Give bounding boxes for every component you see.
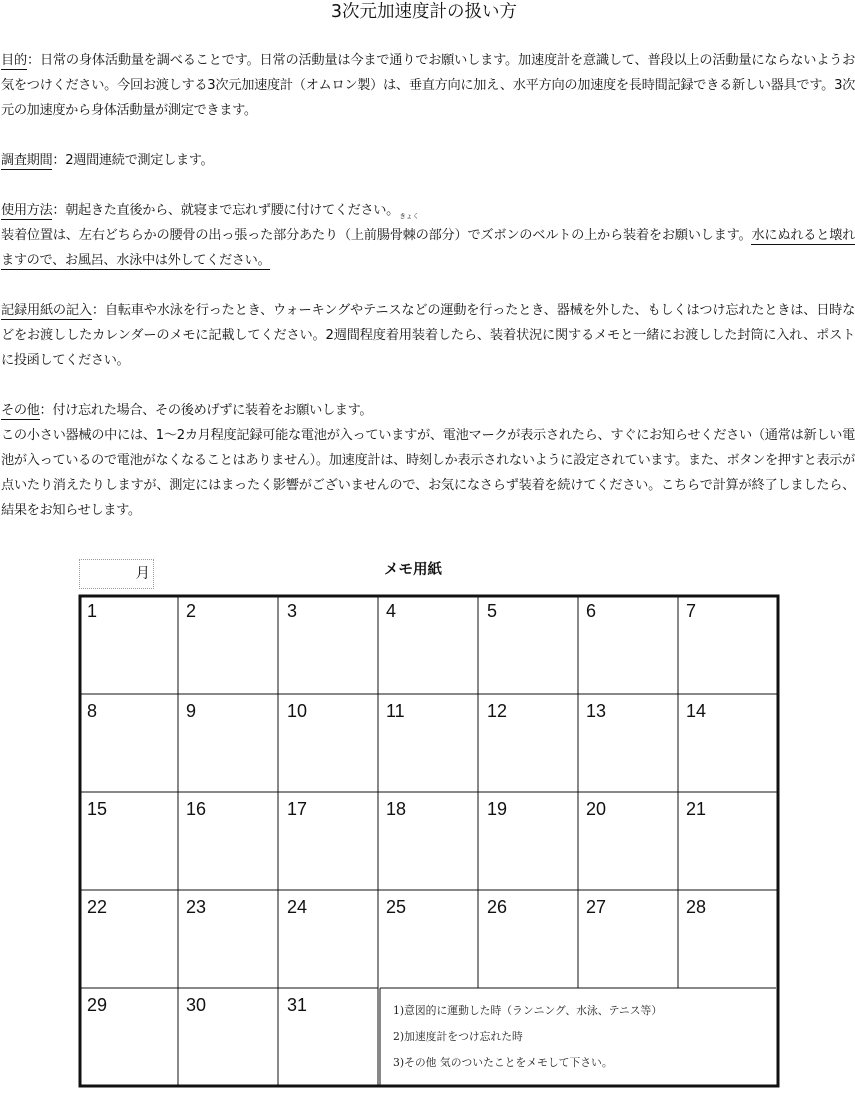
calendar-day-18[interactable]: 18	[386, 799, 407, 819]
usage-label: 使用方法	[1, 203, 53, 218]
usage-position-a: 装着位置は、左右どちらかの腰骨の出っ張った部分あたり（上前腸骨	[1, 228, 403, 243]
calendar-day-21[interactable]: 21	[686, 799, 707, 819]
calendar-day-6[interactable]: 6	[586, 601, 597, 621]
calendar-day-22[interactable]: 22	[87, 897, 108, 917]
record-separator: ：	[91, 303, 105, 318]
calendar-day-14[interactable]: 14	[686, 701, 707, 721]
calendar-day-29[interactable]: 29	[87, 995, 108, 1015]
calendar-day-7[interactable]: 7	[686, 601, 697, 621]
usage-position-b: の部分）でズボンのベルトの上から装着をお願いします。	[415, 228, 752, 243]
period-text: 2週間連続で測定します。	[65, 153, 214, 168]
ruby-reading: きょく	[399, 212, 419, 220]
period-separator: ：	[52, 153, 66, 168]
calendar-day-17[interactable]: 17	[287, 799, 308, 819]
record-label: 記録用紙の記入	[1, 303, 92, 318]
calendar-day-12[interactable]: 12	[487, 701, 508, 721]
calendar-day-10[interactable]: 10	[287, 701, 308, 721]
usage-separator: ：	[52, 203, 66, 218]
calendar-day-31[interactable]: 31	[287, 995, 308, 1015]
calendar-day-28[interactable]: 28	[686, 897, 707, 917]
calendar-day-19[interactable]: 19	[487, 799, 508, 819]
purpose-text: 日常の身体活動量を調べることです。日常の活動量は今まで通りでお願いします。加速度計を意識して、普段以上の活動量にならないようお気をつけください。今回お渡しする3次元加速度計（オムロン製）は、垂直方向に加え、水平方向の加速度を長時間記録できる新しい器具です。3次元の加速度から身体活動量が測定できます。	[1, 53, 855, 118]
calendar-day-23[interactable]: 23	[186, 897, 207, 917]
note-item-3: 3)その他 気のついたことをメモして下さい。	[393, 1056, 613, 1069]
calendar-day-16[interactable]: 16	[186, 799, 207, 819]
usage-text: 朝起きた直後から、就寝まで忘れず腰に付けてください。	[65, 203, 399, 218]
note-item-2: 2)加速度計をつけ忘れた時	[393, 1030, 523, 1043]
period-label: 調査期間	[1, 153, 53, 168]
calendar-day-30[interactable]: 30	[186, 995, 207, 1015]
record-text: 自転車や水泳を行ったとき、ウォーキングやテニスなどの運動を行ったとき、器械を外した、もしくはつけ忘れたときは、日時などをお渡ししたカレンダーのメモに記載してください。2週間程度着用装着したら、装着状況に関するメモと一緒にお渡しした封筒に入れ、ポストに投函してください。	[1, 303, 855, 368]
calendar-day-8[interactable]: 8	[87, 701, 98, 721]
calendar-day-27[interactable]: 27	[586, 897, 607, 917]
calendar-day-26[interactable]: 26	[487, 897, 508, 917]
month-label: 月	[135, 566, 150, 582]
calendar-day-2[interactable]: 2	[186, 601, 197, 621]
calendar-day-1[interactable]: 1	[87, 601, 98, 621]
other-text-1: 付け忘れた場合、その後めげずに装着をお願いします。	[52, 403, 373, 418]
calendar-day-11[interactable]: 11	[386, 701, 405, 721]
calendar-day-4[interactable]: 4	[386, 601, 397, 621]
memo-notes	[393, 998, 773, 1076]
document-title: 3次元加速度計の扱い方	[330, 2, 518, 22]
calendar-day-20[interactable]: 20	[586, 799, 607, 819]
calendar-day-5[interactable]: 5	[487, 601, 498, 621]
purpose-separator: ：	[26, 53, 40, 68]
calendar-day-13[interactable]: 13	[586, 701, 607, 721]
other-separator: ：	[39, 403, 53, 418]
calendar-day-3[interactable]: 3	[287, 601, 298, 621]
calendar-day-24[interactable]: 24	[287, 897, 308, 917]
other-label: その他	[1, 403, 40, 418]
other-text-2: この小さい器械の中には、1〜2カ月程度記録可能な電池が入っていますが、電池マークが表示されたら、すぐにお知らせください（通常は新しい電池が入っているので電池がなくなることはありません）。加速度計は、時刻しか表示されないように設定されています。また、ボタンを押すと表示が点いたり消えたりしますが、測定にはまったく影響がございませんので、お気になさらず装着を続けてください。こちらで計算が終了しましたら、結果をお知らせします。	[1, 428, 855, 518]
calendar-day-9[interactable]: 9	[186, 701, 197, 721]
calendar-day-25[interactable]: 25	[386, 897, 407, 917]
purpose-label: 目的	[1, 53, 27, 68]
calendar-day-15[interactable]: 15	[87, 799, 108, 819]
ruby-base: 棘	[402, 228, 416, 243]
water-warning: 水にぬれると壊れますので、お風呂、水泳中は外してください。	[1, 228, 855, 268]
note-item-1: 1)意図的に運動した時（ランニング、水泳、テニス等）	[393, 1004, 663, 1017]
memo-title: メモ用紙	[384, 562, 442, 578]
